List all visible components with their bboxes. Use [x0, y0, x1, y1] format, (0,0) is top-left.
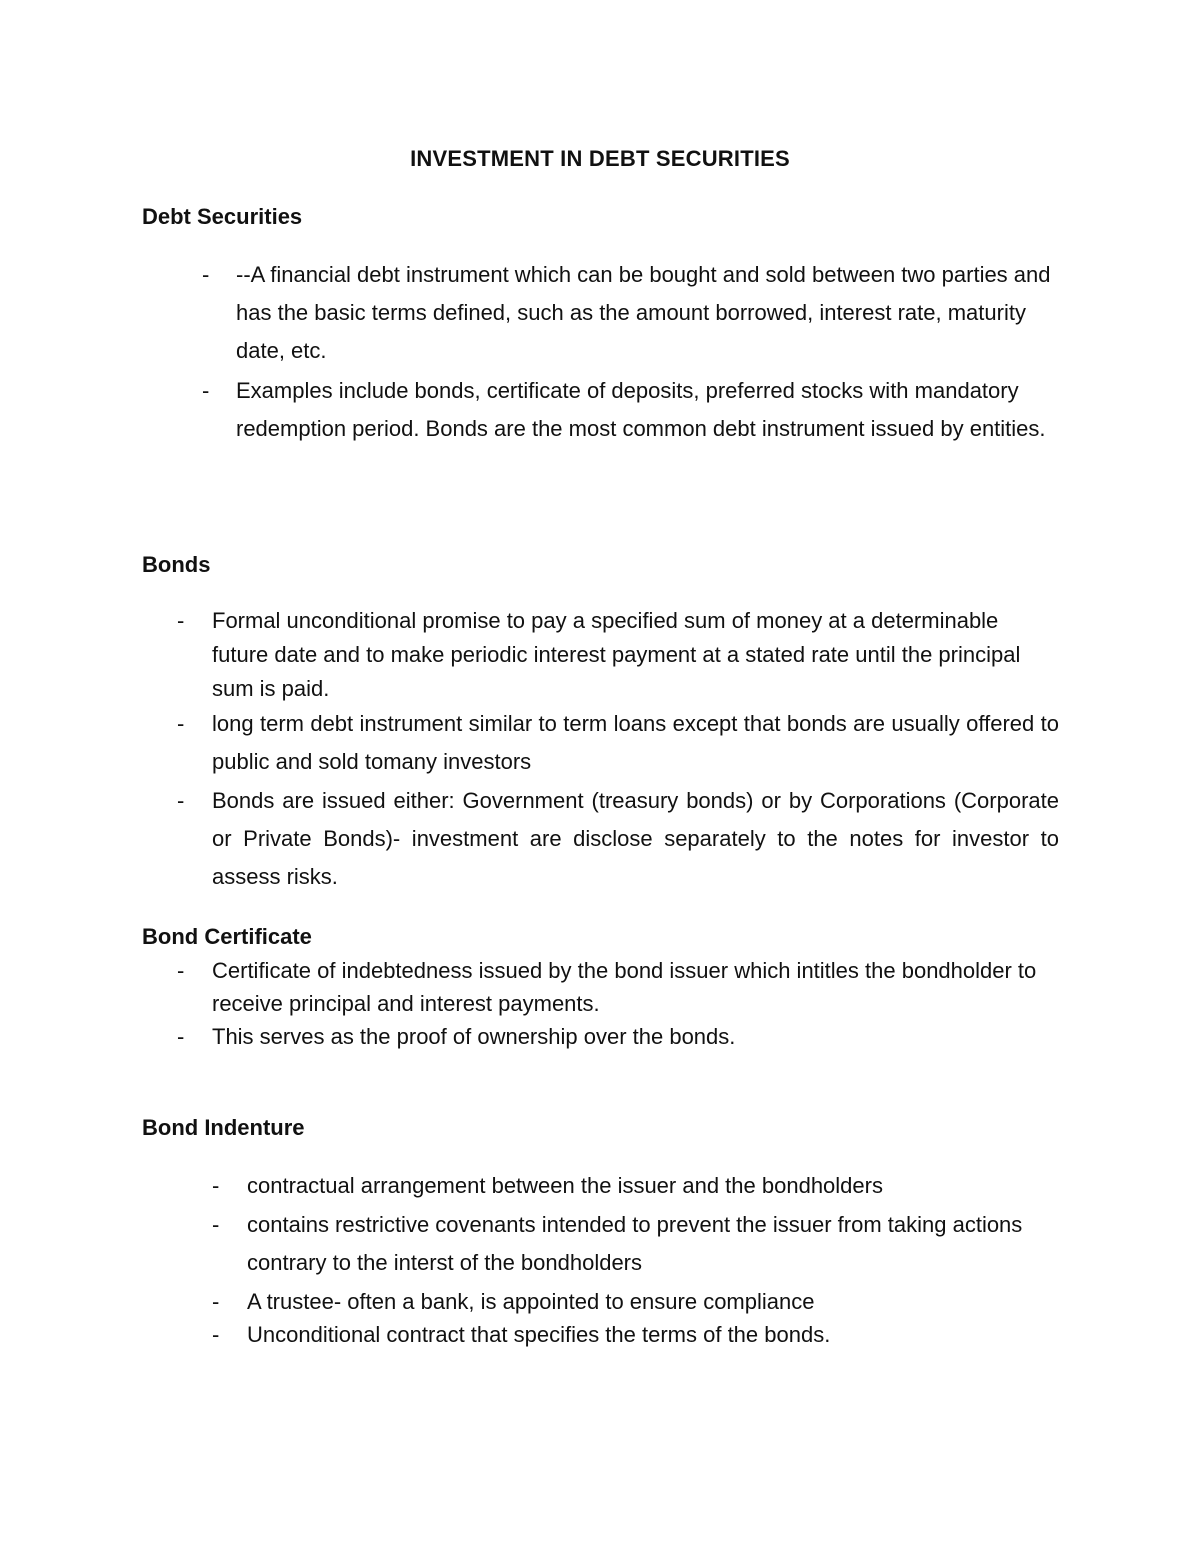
bullet-dash: - [212, 1322, 220, 1347]
page-title: INVESTMENT IN DEBT SECURITIES [410, 146, 790, 171]
list-item [202, 256, 1072, 370]
bullet-dash: - [177, 958, 185, 983]
list-item-text: contractual arrangement between the issuer and the bondholders [247, 1173, 883, 1198]
bullet-dash: - [202, 378, 210, 403]
list-item-text: A trustee- often a bank, is appointed to ensure compliance [247, 1289, 815, 1314]
bullet-dash: - [177, 608, 185, 633]
bullet-dash: - [212, 1289, 220, 1314]
list-item [212, 1206, 1062, 1282]
list-item-text: Certificate of indebtedness issued by the bond issuer which intitles the bondholder to receive principal and interest payments. [212, 958, 1037, 1016]
list-item-text: This serves as the proof of ownership over the bonds. [212, 1024, 736, 1049]
list-item-text: long term debt instrument similar to term loans except that bonds are usually offered to public and sold tomany investors [212, 711, 1059, 774]
list-item [202, 372, 1072, 448]
list-item-text: Unconditional contract that specifies the terms of the bonds. [247, 1322, 831, 1347]
list-item [212, 1318, 1062, 1351]
section-heading-debt-securities: Debt Securities [142, 204, 303, 229]
section-heading-bonds: Bonds [142, 552, 211, 577]
bullet-dash: - [177, 788, 185, 813]
list-item-text: Examples include bonds, certificate of deposits, preferred stocks with mandatory redemption period. Bonds are the most common debt instrument issued by entities. [236, 378, 1046, 441]
list-item-text: contains restrictive covenants intended to prevent the issuer from taking actions contrary to the interst of the bondholders [247, 1212, 1023, 1275]
list-item [177, 782, 1059, 896]
list-item [212, 1285, 1062, 1318]
list-item [177, 705, 1059, 781]
bullet-dash: - [177, 1024, 185, 1049]
list-item [212, 1167, 1062, 1205]
list-item-text: Bonds are issued either: Government (treasury bonds) or by Corporations (Corporate or Private Bonds)- investment are disclose separately to the notes for investor to assess risks. [212, 788, 1059, 889]
bullet-dash: - [212, 1212, 220, 1237]
section-heading-bond-indenture: Bond Indenture [142, 1115, 305, 1140]
list-item [177, 604, 1059, 706]
list-item-text: --A financial debt instrument which can be bought and sold between two parties and has the basic terms defined, such as the amount borrowed, interest rate, maturity date, etc. [236, 262, 1051, 363]
list-item-text: Formal unconditional promise to pay a specified sum of money at a determinable future date and to make periodic interest payment at a stated rate until the principal sum is paid. [212, 608, 1021, 701]
section-heading-bond-certificate: Bond Certificate [142, 924, 312, 949]
list-item [177, 954, 1059, 1020]
bullet-dash: - [212, 1173, 220, 1198]
bullet-dash: - [202, 262, 210, 287]
list-item [177, 1020, 1059, 1053]
bullet-dash: - [177, 711, 185, 736]
